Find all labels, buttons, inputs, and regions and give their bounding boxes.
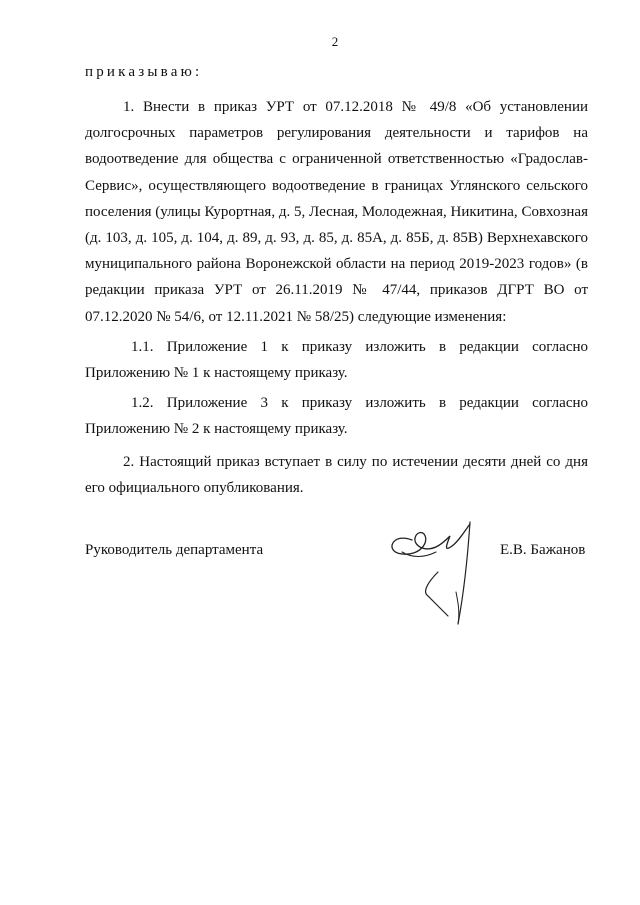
order-item-1-2: 1.2. Приложение 3 к приказу изложить в редакции согласно Приложению № 2 к настоящему приказу. <box>85 395 588 438</box>
handwritten-signature <box>372 512 492 632</box>
order-item-2: 2. Настоящий приказ вступает в силу по истечении десяти дней со дня его официального опубликования. <box>85 453 588 496</box>
order-body <box>85 94 588 501</box>
order-item-1-1: 1.1. Приложение 1 к приказу изложить в редакции согласно Приложению № 1 к настоящему приказу. <box>85 338 588 382</box>
order-word: приказываю: <box>85 64 203 80</box>
signatory-position: Руководитель департамента <box>85 542 264 558</box>
order-item-1: 1. Внести в приказ УРТ от 07.12.2018 № 49/8 «Об установлении долгосрочных параметров регулирования деятельности и тарифов на водоотведение для общества с ограниченной ответственностью «Градослав-Сервис», осуществляющего водоотведение в границах Углянского сельского поселения (улицы Курортная, д. 5, Лесная, Молодежная, Никитина, Совхозная (д. 103, д. 105, д. 104, д. 89, д. 93, д. 85, д. 85А, д. 85Б, д. 85В) Верхнехавского муниципального района Воронежской области на период 2019-2023 годов» (в редакции приказа УРТ от 26.11.2019 № 47/44, приказов ДГРТ ВО от 07.12.2020 № 54/6, от 12.11.2021 № 58/25) следующие изменения: <box>85 99 588 325</box>
page-number: 2 <box>331 34 339 49</box>
signatory-name: Е.В. Бажанов <box>500 542 586 558</box>
